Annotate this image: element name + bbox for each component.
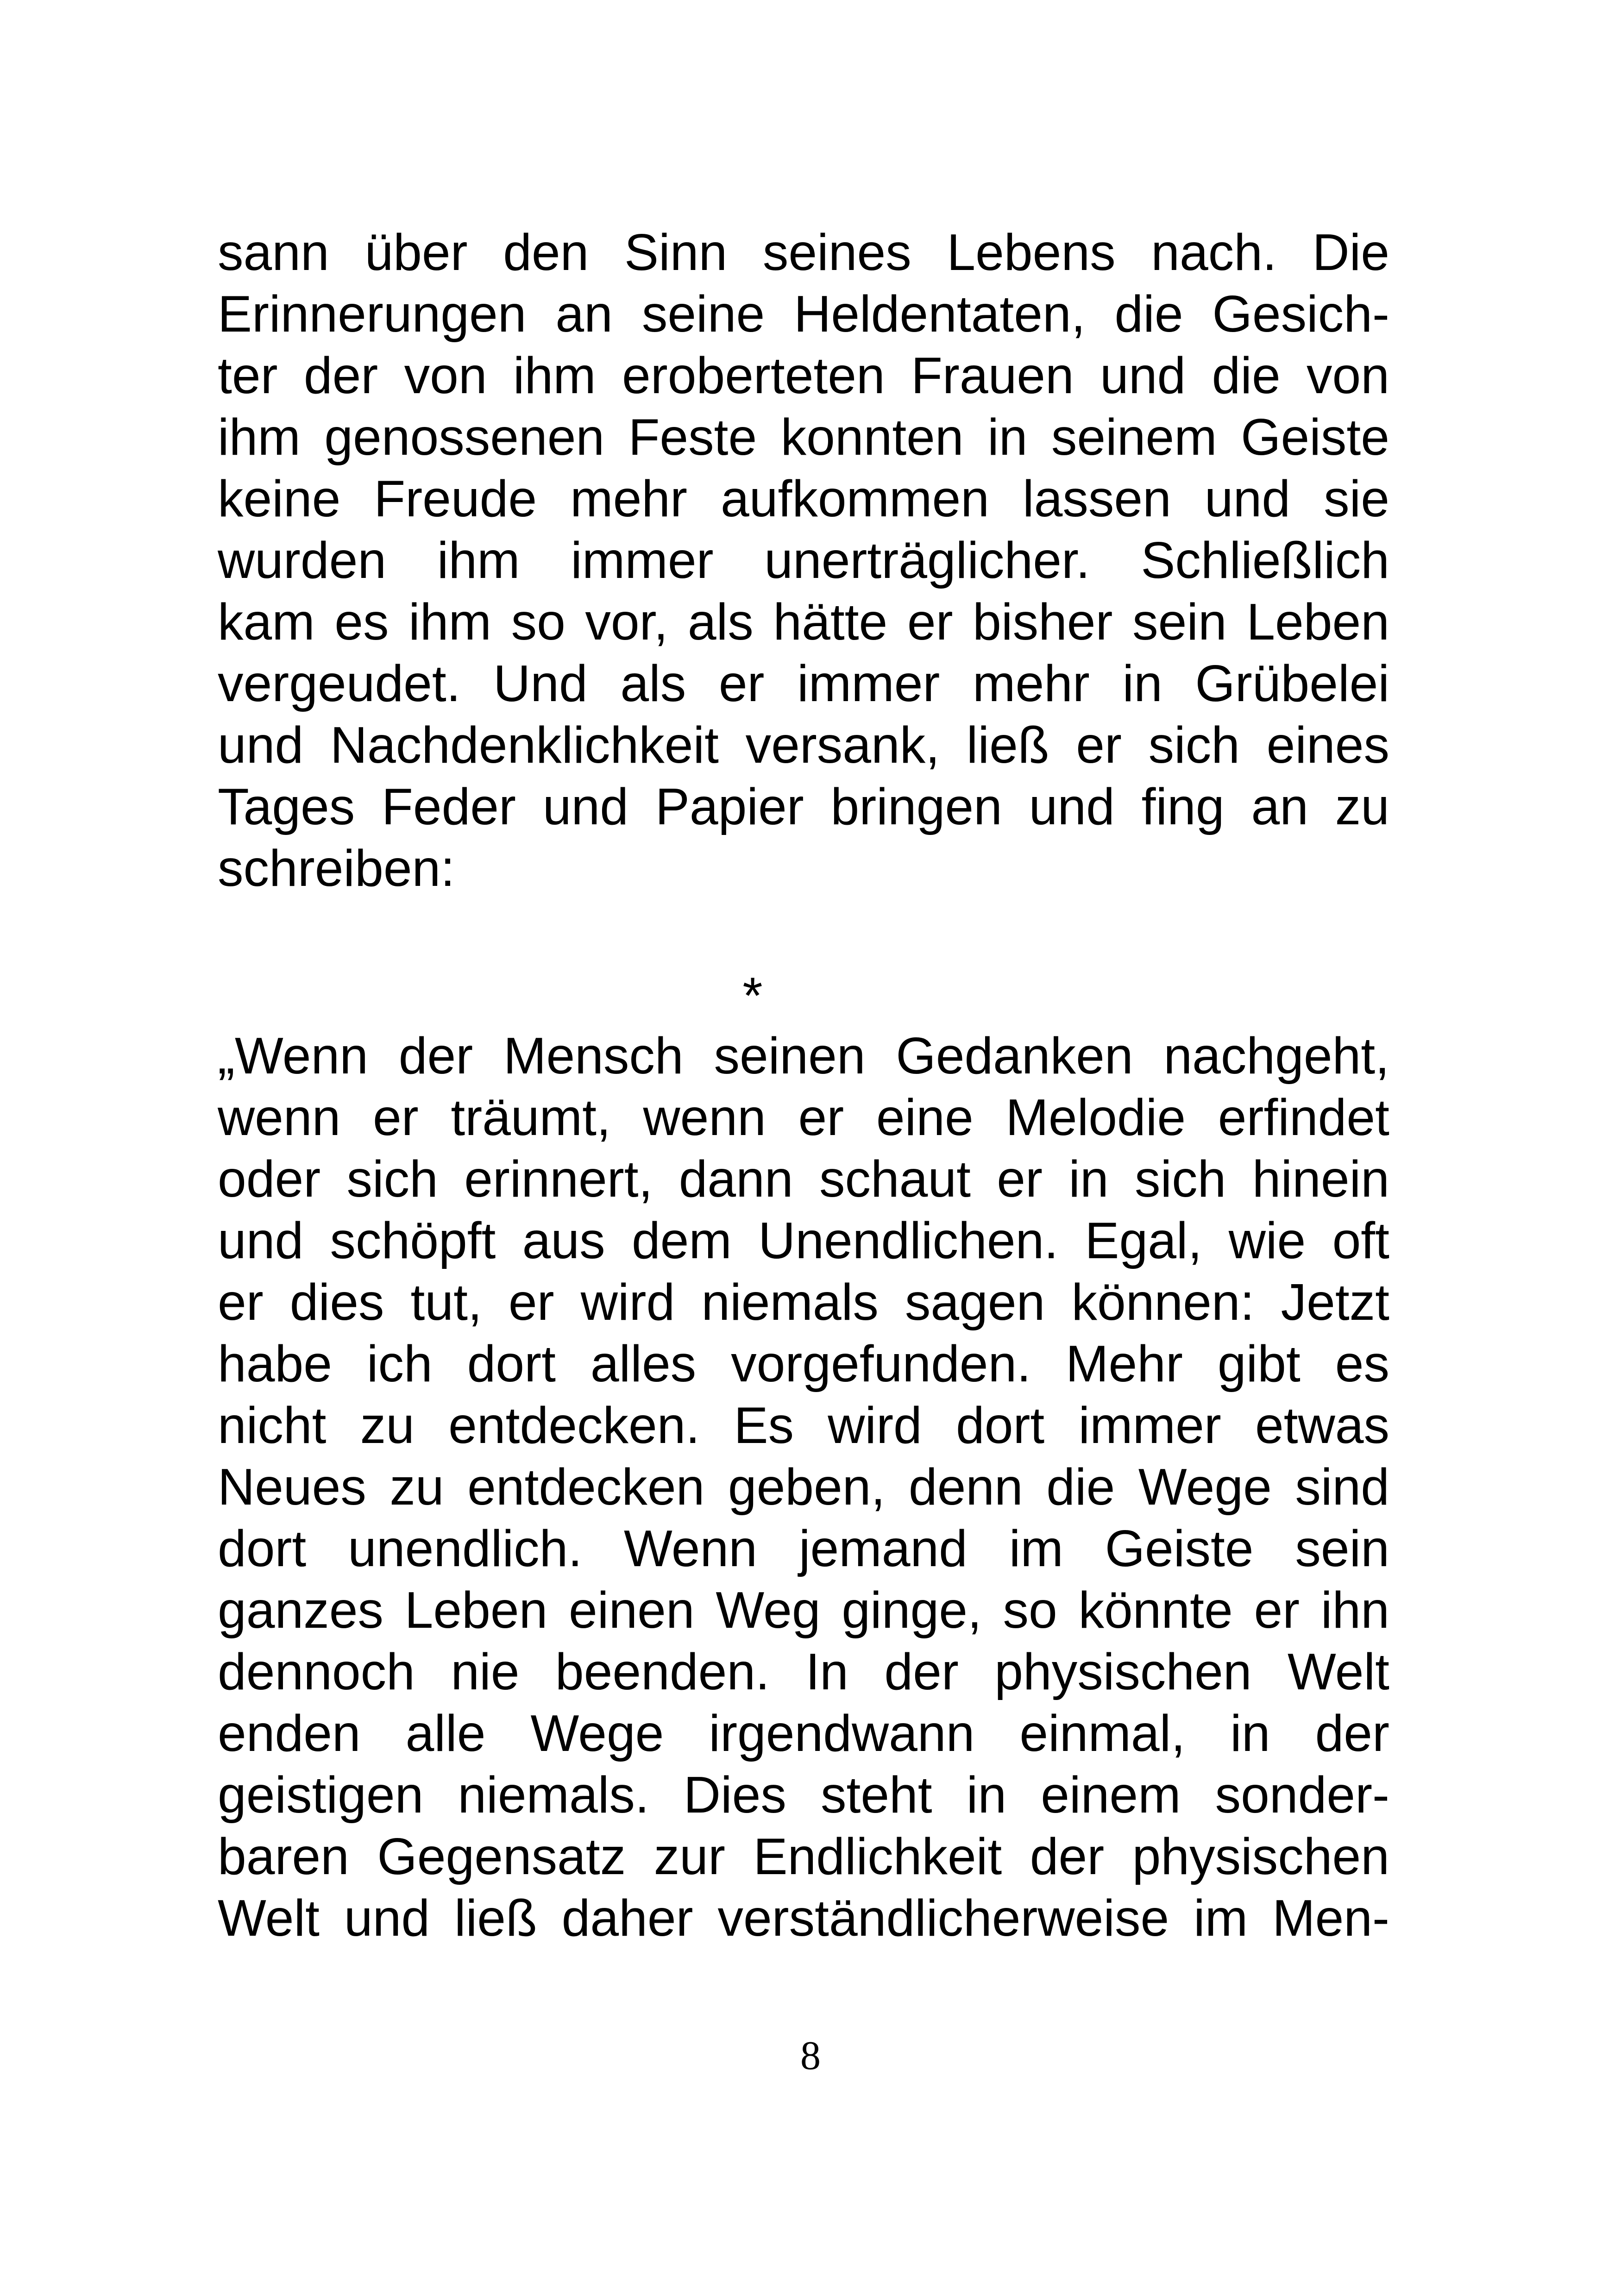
text-line: geistigen niemals. Dies steht in einem sonder- [218,1766,1389,1824]
text-line: dennoch nie beenden. In der physischen Welt [218,1643,1389,1700]
text-line: sann über den Sinn seines Lebens nach. Die [218,224,1389,281]
page-number: 8 [800,2033,821,2078]
text-line: er dies tut, er wird niemals sagen können: Jetzt [218,1273,1389,1331]
text-line: und schöpft aus dem Unendlichen. Egal, wie oft [218,1212,1389,1269]
text-line: Tages Feder und Papier bringen und fing an zu [218,778,1389,835]
text-line: schreiben: [218,840,455,897]
section-separator: * [742,967,763,1024]
text-line: ihm genossenen Feste konnten in seinem Geiste [218,408,1389,466]
text-line: keine Freude mehr aufkommen lassen und sie [218,470,1389,527]
text-line: Neues zu entdecken geben, denn die Wege sind [218,1458,1389,1516]
text-line: ter der von ihm eroberteten Frauen und die von [218,347,1389,404]
text-line: nicht zu entdecken. Es wird dort immer etwas [218,1397,1389,1454]
text-line: „Wenn der Mensch seinen Gedanken nachgeht, [218,1027,1389,1085]
text-line: wenn er träumt, wenn er eine Melodie erfindet [218,1089,1389,1146]
text-line: und Nachdenklichkeit versank, ließ er sich eines [218,716,1389,774]
text-line: baren Gegensatz zur Endlichkeit der physischen [218,1828,1389,1885]
text-line: ganzes Leben einen Weg ginge, so könnte er ihn [218,1581,1389,1639]
text-line: habe ich dort alles vorgefunden. Mehr gibt es [218,1335,1389,1393]
text-line: dort unendlich. Wenn jemand im Geiste sein [218,1520,1389,1577]
text-line: oder sich erinnert, dann schaut er in sich hinein [218,1150,1389,1208]
text-line: wurden ihm immer unerträglicher. Schließlich [218,532,1389,589]
text-line: Welt und ließ daher verständlicherweise im Men- [218,1889,1389,1947]
text-line: kam es ihm so vor, als hätte er bisher sein Leben [218,593,1389,651]
text-line: Erinnerungen an seine Heldentaten, die Gesich- [218,285,1389,343]
text-line: enden alle Wege irgendwann einmal, in der [218,1705,1389,1762]
text-line: vergeudet. Und als er immer mehr in Grübelei [218,655,1389,712]
